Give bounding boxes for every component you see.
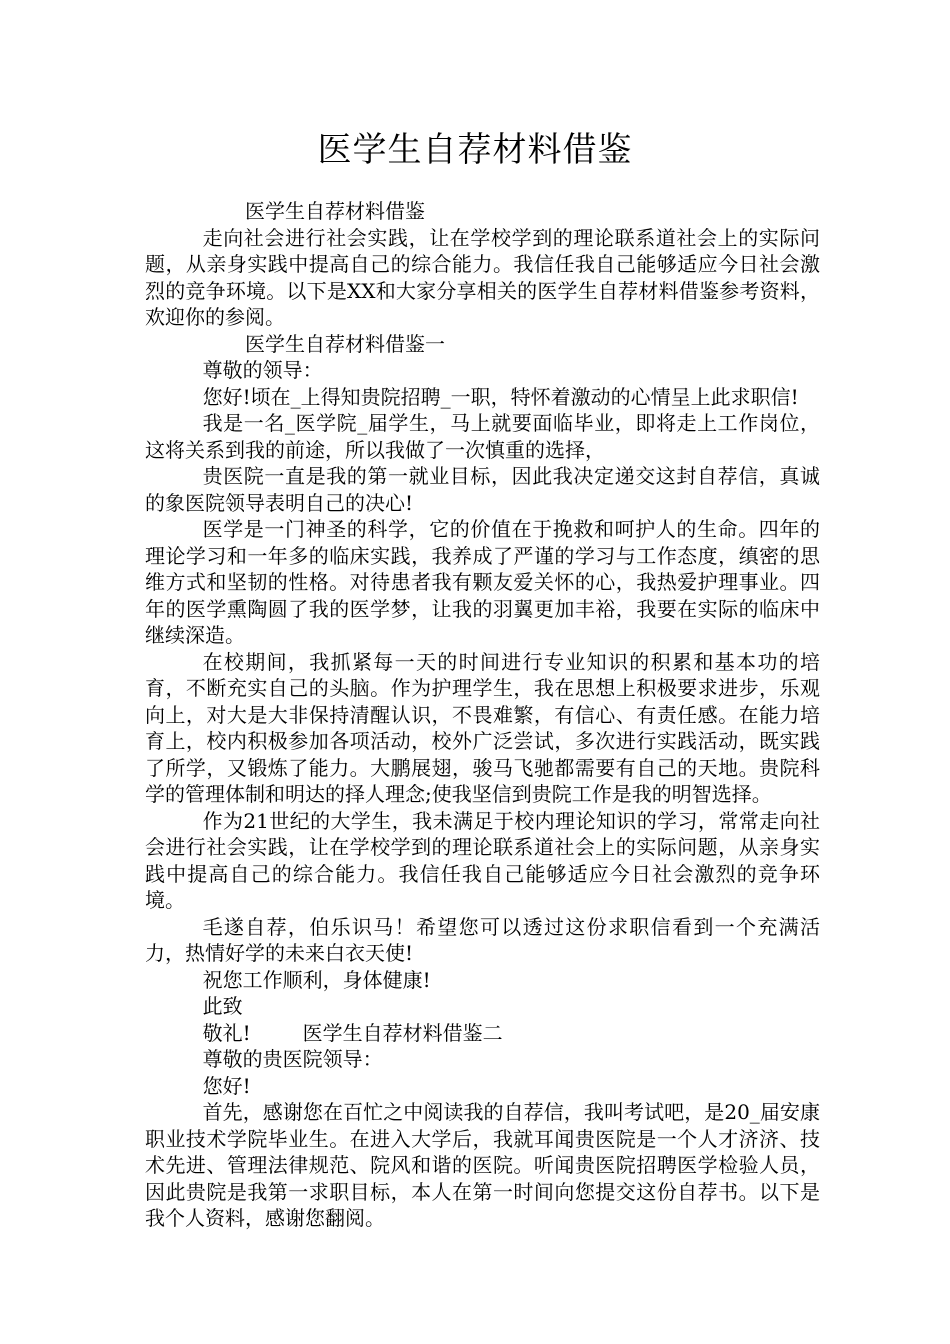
closing-salute: 敬礼! bbox=[202, 1020, 251, 1045]
document-title: 医学生自荐材料借鉴 bbox=[317, 130, 633, 170]
paragraph-first: 首先，感谢您在百忙之中阅读我的自荐信，我叫考试吧，是20_届安康职业技术学院毕业生。在进入大学后，我就耳闻贵医院是一个人才济济、技术先进、管理法律规范、院风和谐的医院。听闻贵医院招聘医学检验人员，因此贵院是我第一求职目标，本人在第一时间向您提交这份自荐书。以下是我个人资料，感谢您翻阅。 bbox=[145, 1100, 820, 1230]
section-two-heading: 医学生自荐材料借鉴二 bbox=[302, 1020, 503, 1045]
document-subtitle: 医学生自荐材料借鉴 bbox=[245, 199, 425, 223]
salutation-two: 尊敬的贵医院领导： bbox=[202, 1047, 383, 1071]
salutation-one: 尊敬的领导： bbox=[202, 358, 323, 382]
paragraph-hope: 毛遂自荐，伯乐识马！希望您可以透过这份求职信看到一个充满活力，热情好学的未来白衣天使! bbox=[145, 914, 820, 965]
section-one-heading: 医学生自荐材料借鉴一 bbox=[245, 331, 445, 356]
paragraph-wishes: 祝您工作顺利，身体健康! bbox=[202, 967, 431, 992]
closing-line bbox=[145, 1020, 820, 1047]
paragraph-medicine: 医学是一门神圣的科学，它的价值在于挽救和呵护人的生命。四年的理论学习和一年多的临床实践，我养成了严谨的学习与工作态度，缜密的思维方式和坚韧的性格。对待患者我有颗友爱关怀的心，我热爱护理事业。四年的医学熏陶圆了我的医学梦，让我的羽翼更加丰裕，我要在实际的临床中继续深造。 bbox=[145, 517, 820, 647]
paragraph-introduction: 我是一名_医学院_届学生，马上就要面临毕业，即将走上工作岗位，这将关系到我的前途，所以我做了一次慎重的选择， bbox=[145, 411, 820, 462]
paragraph-school: 在校期间，我抓紧每一天的时间进行专业知识的积累和基本功的培育，不断充实自己的头脑。作为护理学生，我在思想上积极要求进步，乐观向上，对大是大非保持清醒认识，不畏难繁，有信心、有责任感。在能力培育上，校内积极参加各项活动，校外广泛尝试，多次进行实践活动，既实践了所学，又锻炼了能力。大鹏展翅，骏马飞驰都需要有自己的天地。贵院科学的管理体制和明达的择人理念;使我坚信到贵院工作是我的明智选择。 bbox=[145, 649, 820, 806]
document-body bbox=[145, 198, 820, 1232]
paragraph-practice: 作为21世纪的大学生，我未满足于校内理论知识的学习，常常走向社会进行社会实践，让在学校学到的理论联系道社会上的实际问题，从亲身实践中提高自己的综合能力。我信任我自己能够适应今日社会激烈的竞争环境。 bbox=[145, 808, 820, 912]
paragraph-hello: 您好! bbox=[202, 1073, 251, 1098]
paragraph-greeting: 您好!顷在_上得知贵院招聘_一职，特怀着激动的心情呈上此求职信! bbox=[202, 384, 799, 409]
intro-paragraph: 走向社会进行社会实践，让在学校学到的理论联系道社会上的实际问题，从亲身实践中提高自己的综合能力。我信任我自己能够适应今日社会激烈的竞争环境。以下是XX和大家分享相关的医学生自荐材料借鉴参考资料，欢迎你的参阅。 bbox=[145, 225, 820, 329]
paragraph-closing: 此致 bbox=[202, 994, 243, 1018]
paragraph-target: 贵医院一直是我的第一就业目标，因此我决定递交这封自荐信，真诚的象医院领导表明自己的决心! bbox=[145, 464, 820, 515]
